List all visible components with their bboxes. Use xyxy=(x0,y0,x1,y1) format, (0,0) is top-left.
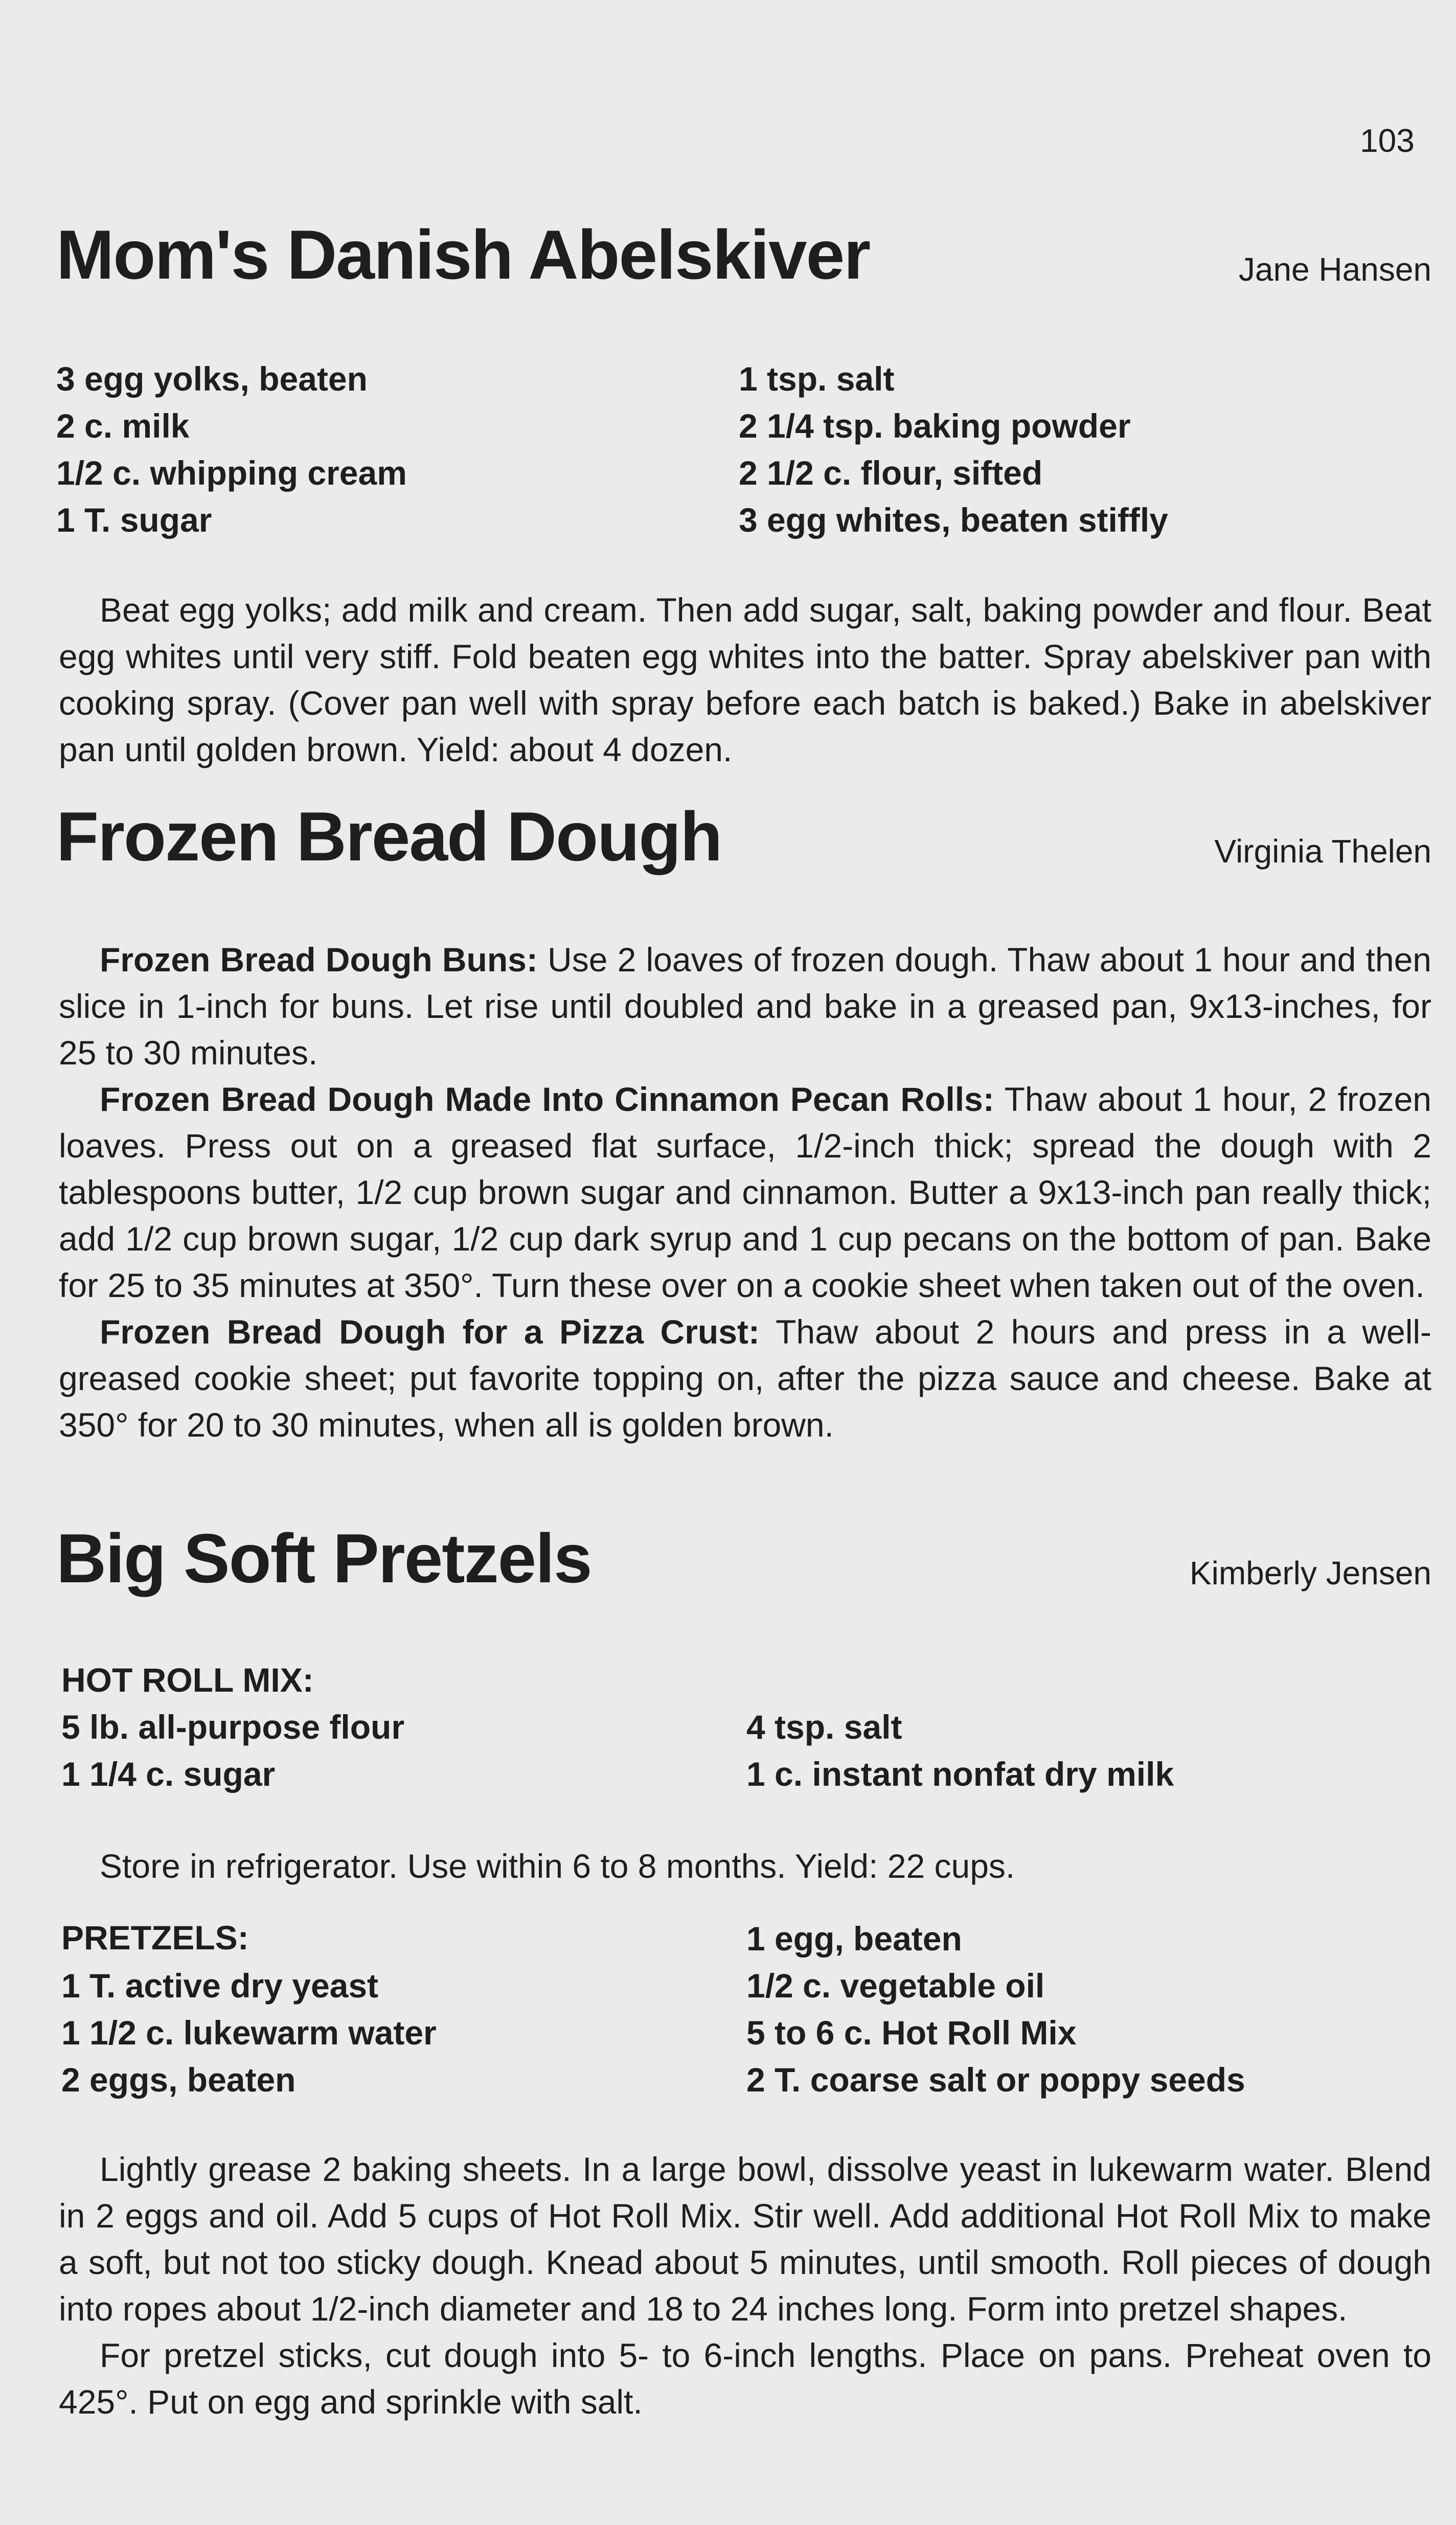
note-paragraph: Store in refrigerator. Use within 6 to 8 months. Yield: 22 cups. xyxy=(100,1847,1015,1885)
ingredient: 1 c. instant nonfat dry milk xyxy=(746,1755,1174,1793)
section-text: Thaw about 1 hour, 2 frozen loaves. Press out on a greased flat surface, 1/2-inch thick; spread the dough with 2 tablespoons butter, 1/2 cup brown sugar and cinnamon. Butter a 9x13-inch pan really thick; add 1/2 cup brown sugar, 1/2 cup dark syrup and 1 cup pecans on the bottom of pan. Bake for 25 to 35 minutes at 350°. Turn these over on a cookie sheet when taken out of the oven. xyxy=(59,1080,1431,1304)
ingredient: 3 egg whites, beaten stiffly xyxy=(739,501,1168,539)
ingredients-left-column xyxy=(61,1703,404,1798)
ingredients-right-column xyxy=(746,1915,1245,2103)
recipe-header xyxy=(56,215,1431,302)
ingredient: 1 tsp. salt xyxy=(739,360,895,398)
hot-roll-mix-heading: HOT ROLL MIX: xyxy=(61,1661,314,1699)
directions-paragraph: For pretzel sticks, cut dough into 5- to 6-inch lengths. Place on pans. Preheat oven to 425°. Put on egg and sprinkle with salt. xyxy=(59,2336,1431,2421)
ingredient: 2 c. milk xyxy=(56,407,190,445)
recipe-author: Jane Hansen xyxy=(1238,251,1431,288)
ingredient: 2 1/2 c. flour, sifted xyxy=(739,454,1043,492)
ingredient: 1 T. active dry yeast xyxy=(61,1967,379,2005)
section-heading: Frozen Bread Dough Buns: xyxy=(100,941,538,979)
directions-paragraph xyxy=(59,1309,1431,1448)
ingredient: 5 to 6 c. Hot Roll Mix xyxy=(746,2014,1077,2052)
ingredient: 1 T. sugar xyxy=(56,501,212,539)
recipe-author: Virginia Thelen xyxy=(1214,833,1431,870)
ingredient: 4 tsp. salt xyxy=(746,1708,902,1746)
section-text: Use 2 loaves of frozen dough. Thaw about 1 hour and then slice in 1-inch for buns. Let rise until doubled and bake in a greased pan, 9x13-inches, for 25 to 30 minutes. xyxy=(59,941,1432,1072)
ingredient: 2 T. coarse salt or poppy seeds xyxy=(746,2061,1245,2099)
ingredient: 1/2 c. whipping cream xyxy=(56,454,407,492)
ingredients-left-column xyxy=(56,355,407,543)
section-heading: Frozen Bread Dough Made Into Cinnamon Pecan Rolls: xyxy=(100,1080,994,1118)
page-number: 103 xyxy=(1360,122,1415,159)
hot-roll-note xyxy=(59,1843,1431,1890)
ingredients-right-column xyxy=(746,1703,1174,1798)
ingredients-left-column xyxy=(61,1962,437,2103)
directions-paragraph xyxy=(59,937,1431,1076)
recipe-header xyxy=(56,797,1431,883)
ingredient: 1/2 c. vegetable oil xyxy=(746,1967,1045,2005)
recipe-directions xyxy=(59,937,1431,1448)
ingredients-right-column xyxy=(739,355,1168,543)
section-heading: Frozen Bread Dough for a Pizza Crust: xyxy=(100,1313,760,1351)
ingredient: 1 egg, beaten xyxy=(746,1920,962,1958)
recipe-header xyxy=(56,1518,1431,1605)
recipe-author: Kimberly Jensen xyxy=(1189,1555,1431,1591)
directions-paragraph: Beat egg yolks; add milk and cream. Then add sugar, salt, baking powder and flour. Beat egg whites until very stiff. Fold beaten egg whites into the batter. Spray abelskiver pan with cooking spray. (Cover pan well with spray before each batch is baked.) Bake in abelskiver pan until golden brown. Yield: about 4 dozen. xyxy=(59,591,1431,768)
recipe-directions xyxy=(59,587,1431,773)
directions-paragraph: Lightly grease 2 baking sheets. In a large bowl, dissolve yeast in lukewarm water. Blend in 2 eggs and oil. Add 5 cups of Hot Roll Mix. Stir well. Add additional Hot Roll Mix to make a soft, but not too sticky dough. Knead about 5 minutes, until smooth. Roll pieces of dough into ropes about 1/2-inch diameter and 18 to 24 inches long. Form into pretzel shapes. xyxy=(59,2150,1431,2328)
recipe-title: Mom's Danish Abelskiver xyxy=(56,216,870,293)
recipe-title: Big Soft Pretzels xyxy=(56,1519,592,1597)
recipe-directions xyxy=(59,2146,1431,2425)
ingredient: 1 1/2 c. lukewarm water xyxy=(61,2014,437,2052)
pretzels-heading: PRETZELS: xyxy=(61,1919,249,1957)
recipe-title: Frozen Bread Dough xyxy=(56,798,722,875)
ingredient: 1 1/4 c. sugar xyxy=(61,1755,276,1793)
section-text: Thaw about 2 hours and press in a well-greased cookie sheet; put favorite topping on, after the pizza sauce and cheese. Bake at 350° for 20 to 30 minutes, when all is golden brown. xyxy=(59,1313,1432,1444)
ingredient: 5 lb. all-purpose flour xyxy=(61,1708,405,1746)
ingredient: 2 1/4 tsp. baking powder xyxy=(739,407,1131,445)
ingredient: 2 eggs, beaten xyxy=(61,2061,296,2099)
directions-paragraph xyxy=(59,1076,1431,1309)
ingredient: 3 egg yolks, beaten xyxy=(56,360,368,398)
